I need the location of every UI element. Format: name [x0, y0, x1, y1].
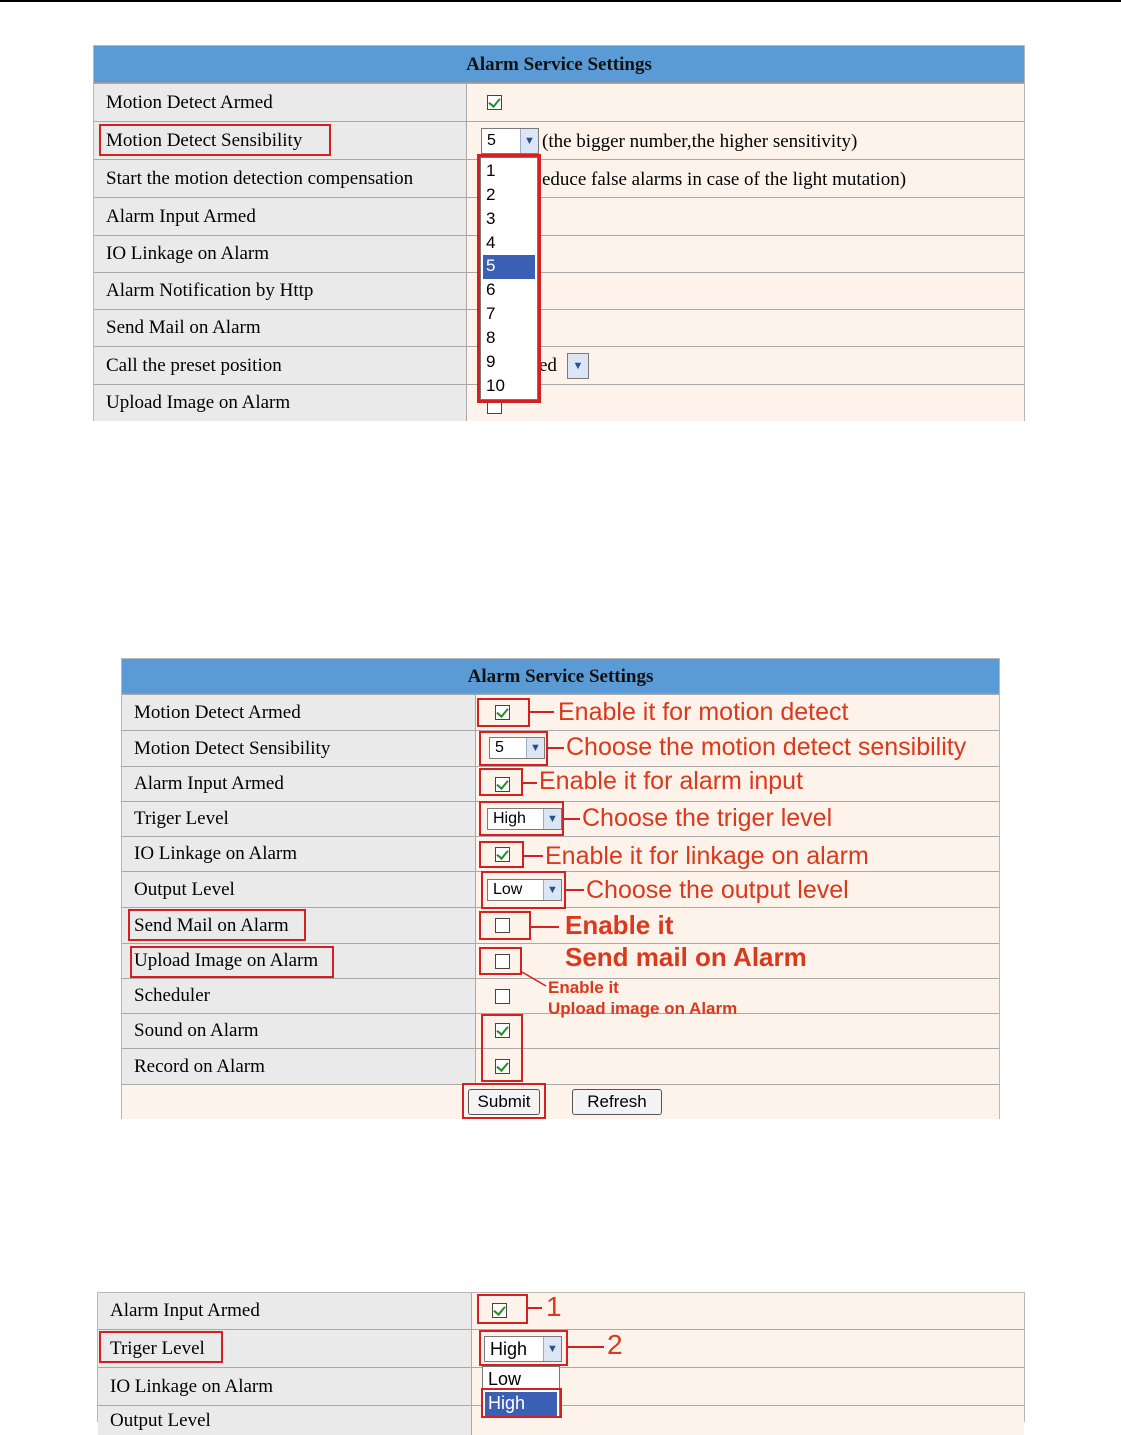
annotation-connector [548, 747, 564, 749]
row-upload-image [94, 384, 1024, 421]
dropdown-option-selected[interactable]: 5 [483, 255, 535, 279]
row-label: Scheduler [122, 979, 476, 1013]
row-label: Alarm Input Armed [122, 767, 476, 801]
output-level-value: Low [493, 881, 523, 898]
highlight-sensibility-dropdown [477, 154, 541, 403]
row-motion-detect-armed [94, 83, 1024, 121]
chevron-down-icon: ▼ [543, 1337, 561, 1361]
sensibility-select-value: 5 [487, 132, 496, 149]
row-label: Alarm Input Armed [98, 1293, 472, 1329]
highlight-motion-checkbox [477, 698, 530, 727]
row-label: Motion Detect Sensibility [122, 731, 476, 766]
dropdown-option[interactable]: 6 [486, 280, 496, 299]
chevron-down-icon: ▼ [526, 738, 544, 758]
annotation-marker-1: 1 [546, 1291, 562, 1322]
row-label: Motion Detect Armed [122, 695, 476, 730]
alarm-settings-panel-1 [93, 45, 1025, 421]
highlight-sensibility-select [479, 731, 548, 766]
row-call-preset [94, 346, 1024, 384]
highlight-upload-image-checkbox [479, 947, 522, 975]
row-label: Alarm Notification by Http [94, 273, 467, 309]
row-label: Record on Alarm [122, 1049, 476, 1084]
row-label: Motion Detect Armed [94, 84, 467, 121]
dropdown-option[interactable]: 2 [486, 185, 496, 204]
highlight-triger-level-label [99, 1331, 223, 1363]
annotation-upload-line-1: Enable it [548, 978, 619, 997]
row-label: Sound on Alarm [122, 1014, 476, 1048]
highlight-alarm-input-checkbox [477, 1294, 528, 1324]
row-label: Alarm Input Armed [94, 198, 467, 235]
page-top-rule [0, 0, 1121, 2]
triger-level-value: High [493, 810, 526, 827]
row-label: Triger Level [98, 1330, 472, 1367]
annotation-upload-leader [520, 970, 550, 992]
row-label: Motion Detect Sensibility [94, 122, 467, 159]
highlight-output-select [481, 871, 566, 909]
annotation-sensibility: Choose the motion detect sensibility [566, 733, 967, 761]
annotation-connector [531, 926, 559, 928]
annotation-linkage: Enable it for linkage on alarm [545, 842, 869, 870]
sensibility-hint: (the bigger number,the higher sensitivity) [542, 131, 858, 152]
annotation-triger: Choose the triger level [582, 804, 833, 832]
dropdown-option[interactable]: 10 [486, 376, 505, 395]
annotation-connector [528, 1307, 542, 1309]
compensation-hint: educe false alarms in case of the light mutation) [542, 169, 907, 190]
highlight-submit-button [462, 1083, 546, 1119]
annotation-connector [568, 1346, 604, 1348]
chevron-down-icon: ▼ [520, 129, 538, 153]
preset-select[interactable] [567, 353, 589, 379]
motion-detect-armed-checkbox[interactable] [487, 95, 502, 110]
dropdown-option[interactable]: 9 [486, 352, 496, 371]
panel-1-title: Alarm Service Settings [94, 46, 1024, 83]
highlight-send-mail-checkbox [479, 911, 531, 940]
scheduler-checkbox[interactable] [495, 989, 510, 1004]
row-send-mail [94, 309, 1024, 346]
dropdown-option[interactable]: Low [488, 1369, 522, 1389]
highlight-high-option [481, 1388, 562, 1418]
highlight-upload-image-label [130, 946, 334, 978]
refresh-button[interactable]: Refresh [572, 1089, 662, 1115]
row-io-linkage [94, 235, 1024, 272]
row-label: IO Linkage on Alarm [94, 236, 467, 272]
highlight-triger-select [479, 801, 564, 836]
highlight-sound-record-checkboxes [481, 1014, 523, 1082]
row-label: IO Linkage on Alarm [98, 1368, 472, 1405]
highlight-sensibility-label [99, 124, 331, 156]
annotation-marker-2: 2 [607, 1329, 623, 1360]
annotation-connector [530, 711, 554, 713]
row-actions [122, 1084, 999, 1119]
row-alarm-notification-http [94, 272, 1024, 309]
row-label: Upload Image on Alarm [122, 944, 476, 978]
row-label: IO Linkage on Alarm [122, 837, 476, 871]
dropdown-option[interactable]: 4 [486, 233, 496, 252]
annotation-connector [564, 818, 580, 820]
annotation-connector [523, 782, 537, 784]
row-label: Triger Level [122, 802, 476, 836]
highlight-linkage-checkbox [479, 841, 524, 868]
submit-button[interactable]: Submit [468, 1089, 540, 1115]
preset-select-partial-text: ed [539, 355, 557, 376]
annotation-connector [566, 889, 584, 891]
annotation-output: Choose the output level [586, 876, 849, 904]
dropdown-option[interactable]: 3 [486, 209, 496, 228]
row-label: Call the preset position [94, 347, 467, 384]
chevron-down-icon: ▼ [543, 880, 561, 900]
annotation-connector [524, 855, 543, 857]
triger-level-value: High [490, 1339, 528, 1359]
annotation-upload-line-2: Upload image on Alarm [548, 999, 738, 1018]
row-motion-compensation [94, 159, 1024, 197]
chevron-down-icon: ▼ [543, 809, 561, 829]
row-alarm-input-armed [94, 197, 1024, 235]
row-label: Send Mail on Alarm [122, 908, 476, 943]
annotation-alarm-input: Enable it for alarm input [539, 767, 804, 795]
row-label: Send Mail on Alarm [94, 310, 467, 346]
row-label: Output Level [122, 872, 476, 907]
dropdown-option[interactable]: 1 [486, 161, 496, 180]
panel-2-title: Alarm Service Settings [122, 659, 999, 694]
sensibility-select-value: 5 [495, 739, 504, 756]
row-label: Upload Image on Alarm [94, 385, 467, 421]
annotation-motion: Enable it for motion detect [558, 698, 849, 726]
row-record-on-alarm [122, 1048, 999, 1084]
dropdown-option[interactable]: 7 [486, 304, 496, 323]
highlight-alarm-input-checkbox [479, 768, 523, 796]
sensibility-select[interactable] [481, 128, 539, 154]
highlight-triger-select [479, 1330, 568, 1366]
annotation-mail-line-1: Enable it [565, 910, 674, 940]
annotation-mail-line-2: Send mail on Alarm [565, 942, 807, 972]
row-label: Start the motion detection compensation [94, 160, 467, 197]
dropdown-option[interactable]: 8 [486, 328, 496, 347]
chevron-down-icon: ▼ [568, 354, 588, 378]
row-label: Output Level [98, 1406, 472, 1435]
highlight-send-mail-label [128, 909, 306, 941]
dropdown-option-selected[interactable]: High [485, 1392, 557, 1416]
